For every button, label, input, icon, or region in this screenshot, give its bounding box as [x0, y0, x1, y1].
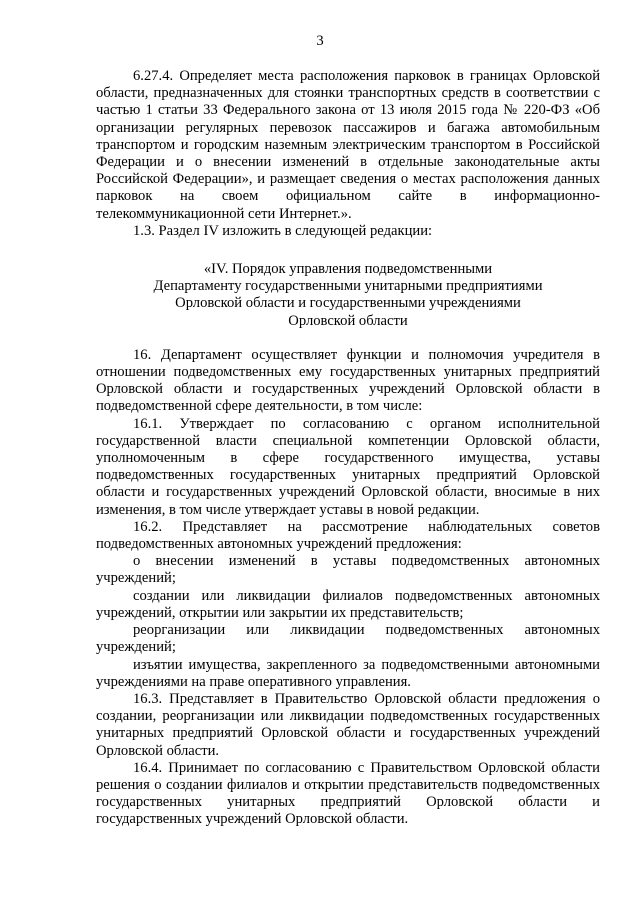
section-heading-line: Департаменту государственными унитарными предприятиями	[153, 278, 543, 295]
list-item: о внесении изменений в уставы подведомственных автономных учреждений;	[96, 553, 600, 587]
section-heading-line: «IV. Порядок управления подведомственными	[203, 261, 493, 278]
section-heading-line: Орловской области и государственными учреждениями	[175, 295, 521, 312]
paragraph-16-4: 16.4. Принимает по согласованию с Правительством Орловской области решения о создании филиалов и открытии представительств подведомственных государственных унитарных предприятий Орловской области и государственных учреждений Орловской области.	[96, 759, 600, 828]
page-number: 3	[316, 33, 324, 49]
list-item: изъятии имущества, закрепленного за подведомственными автономными учреждениями на праве оперативного управления.	[96, 656, 600, 690]
section-heading-line: Орловской области	[288, 312, 408, 329]
paragraph-16-3: 16.3. Представляет в Правительство Орловской области предложения о создании, реорганизации или ликвидации подведомственных государственных унитарных предприятий Орловской области и государственных учреждений Орловской области.	[96, 690, 600, 759]
section-heading	[96, 261, 600, 330]
paragraph-1-3: 1.3. Раздел IV изложить в следующей редакции:	[133, 222, 433, 239]
paragraph-16-2: 16.2. Представляет на рассмотрение наблюдательных советов подведомственных автономных учреждений предложения:	[96, 518, 600, 553]
document-body	[96, 68, 600, 829]
list-item: создании или ликвидации филиалов подведомственных автономных учреждений, открытии или закрытии их представительств;	[96, 587, 600, 621]
paragraph-6-27-4: 6.27.4. Определяет места расположения парковок в границах Орловской области, предназначенных для стоянки транспортных средств в соответствии с частью 1 статьи 33 Федерального закона от 13 июля 2015 года № 220-ФЗ «Об организации регулярных перевозок пассажиров и багажа автомобильным транспортом и городским наземным электрическим транспортом в Российской Федерации и о внесении изменений в отдельные законодательные акты Российской Федерации», и размещает сведения о местах расположения данных парковок на своем официальном сайте в информационно-телекоммуникационной сети Интернет.».	[96, 68, 600, 222]
section-body	[96, 347, 600, 829]
paragraph-16-1: 16.1. Утверждает по согласованию с органом исполнительной государственной власти специальной компетенции Орловской области, уполномоченным в сфере государственного имущества, уставы подведомственных государственных унитарных предприятий Орловской области и государственных учреждений Орловской области, вносимые в них изменения, в том числе утверждает уставы в новой редакции.	[96, 415, 600, 518]
paragraph-16: 16. Департамент осуществляет функции и полномочия учредителя в отношении подведомственных ему государственных унитарных предприятий Орловской области и государственных учреждений Орловской области в подведомственной сфере деятельности, в том числе:	[96, 346, 600, 415]
list-item: реорганизации или ликвидации подведомственных автономных учреждений;	[96, 622, 600, 656]
